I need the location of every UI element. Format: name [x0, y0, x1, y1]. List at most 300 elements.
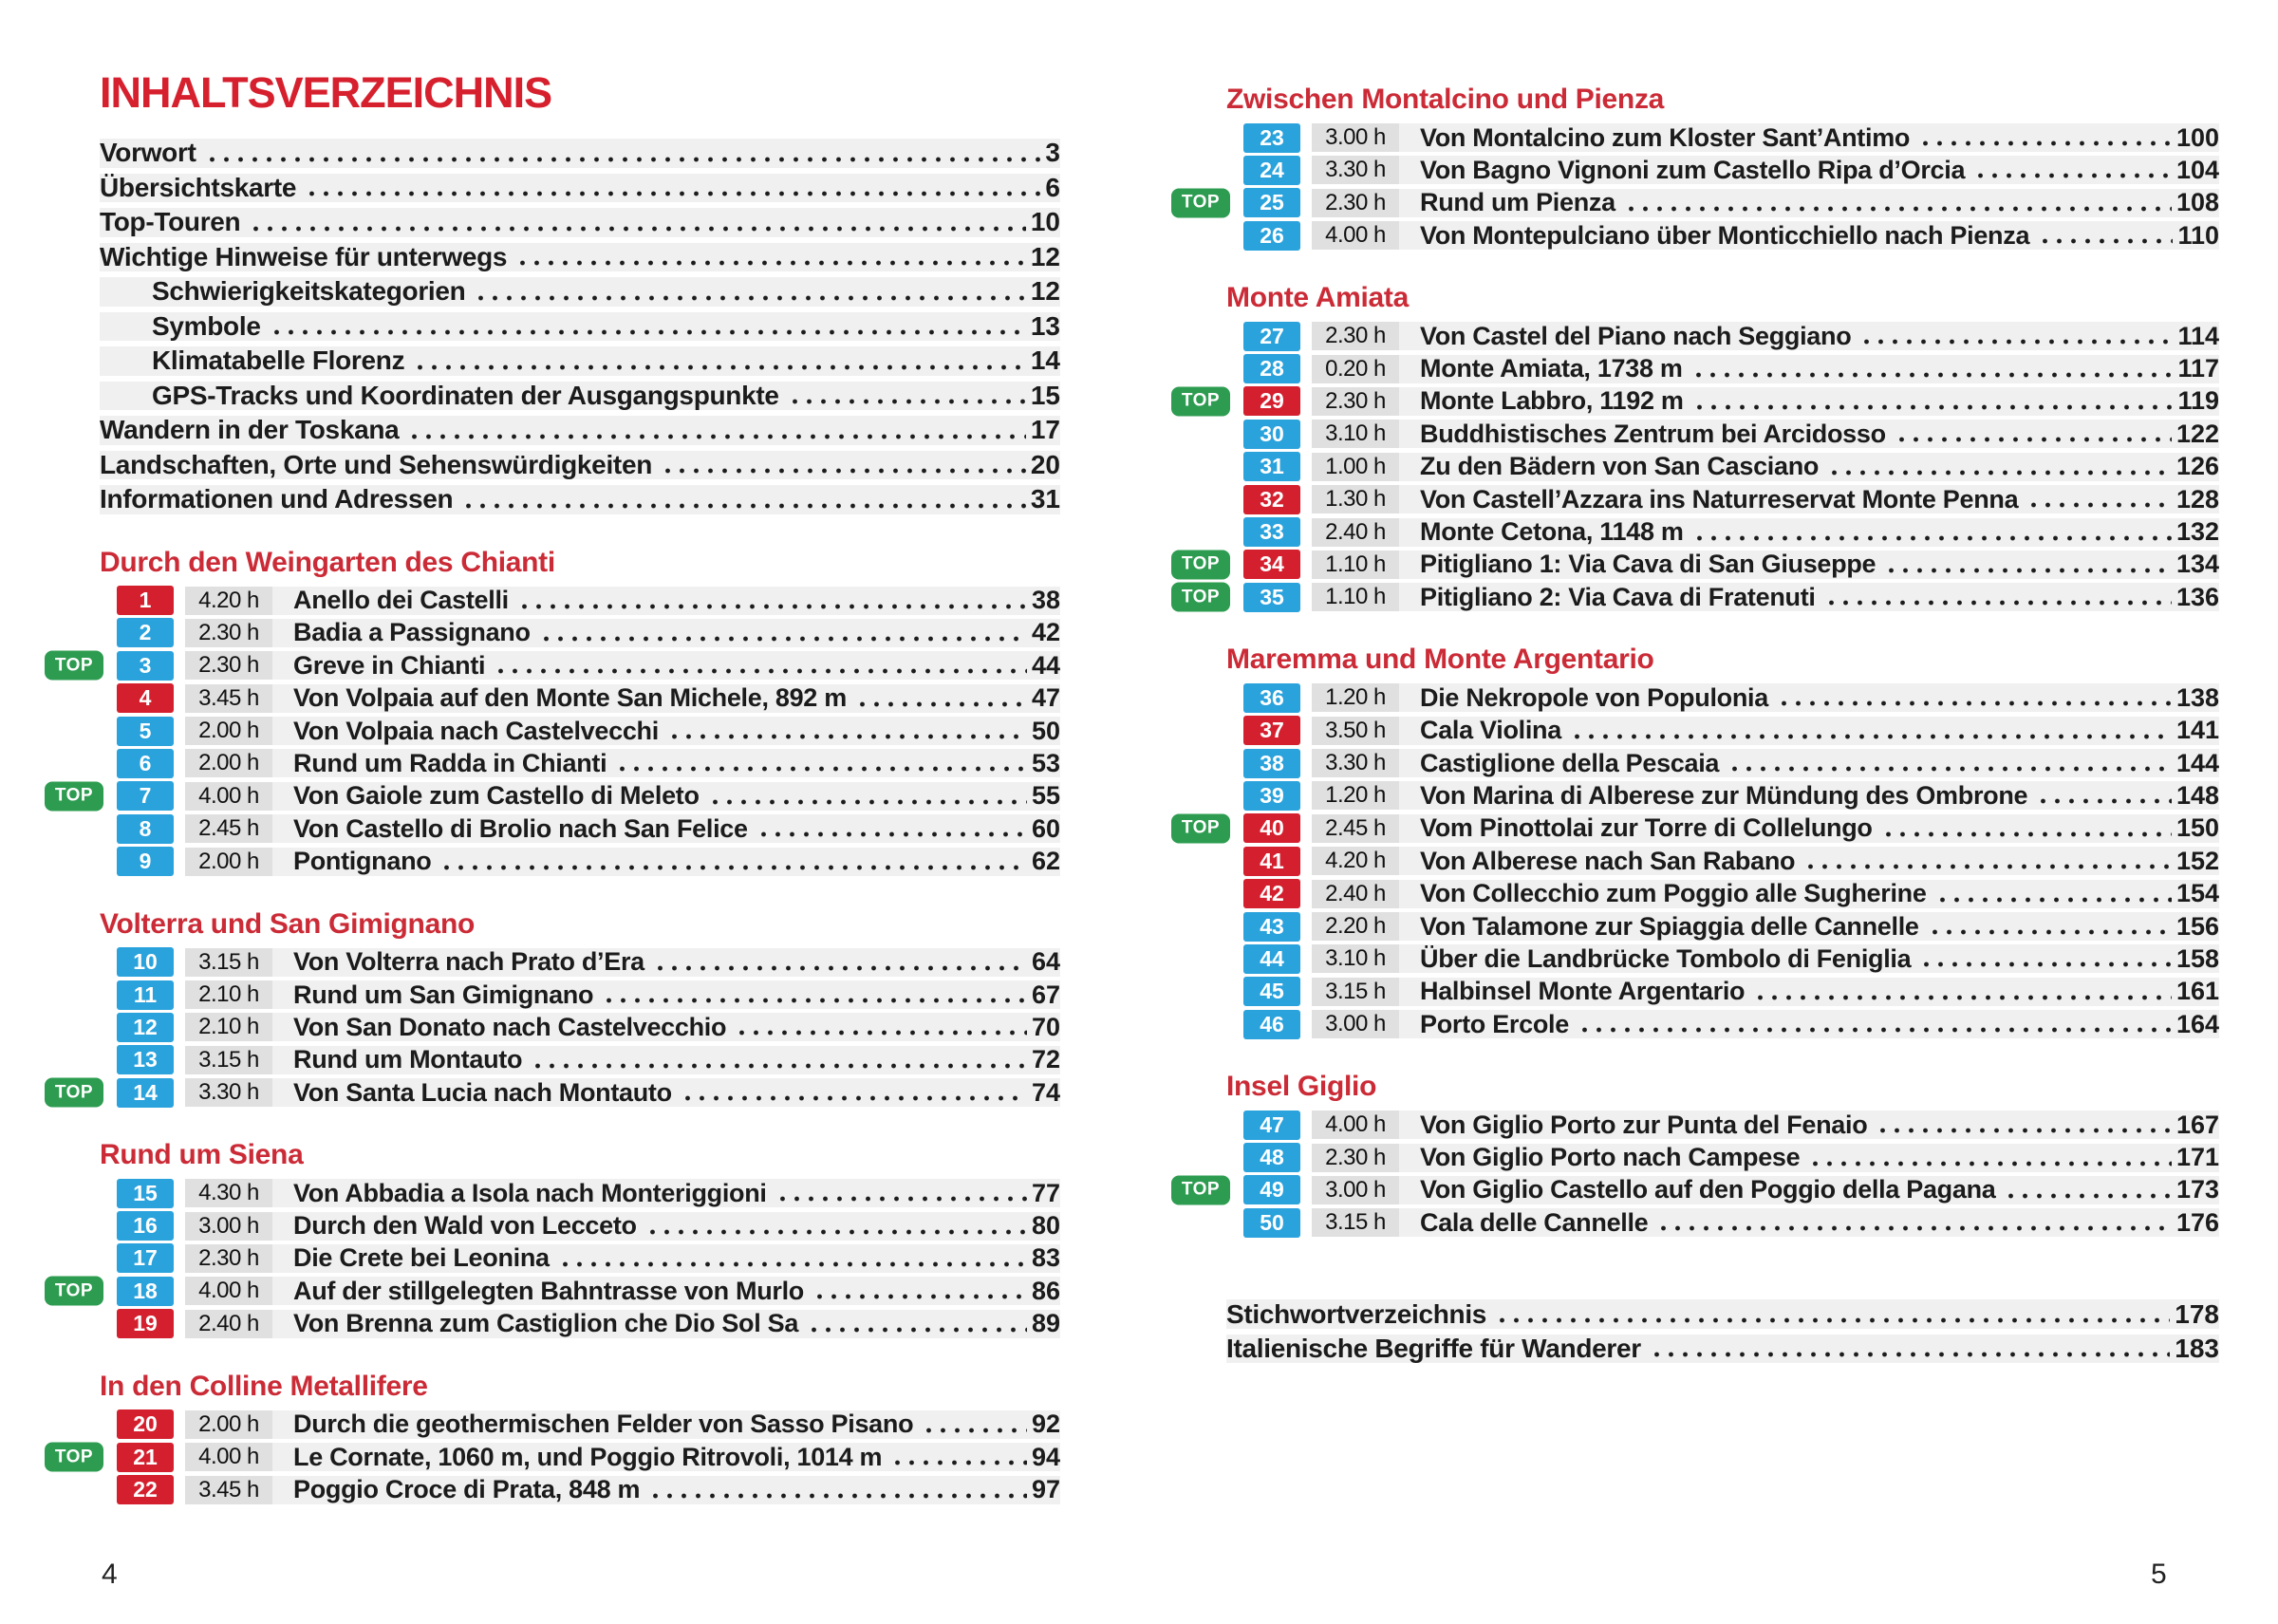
tour-row	[54, 1276, 1060, 1305]
tour-duration: 3.10 h	[1312, 420, 1399, 448]
tour-number-badge: 18	[117, 1277, 174, 1306]
tour-row-content	[1312, 978, 2219, 1006]
tour-title: Monte Cetona, 1148 m	[1420, 517, 1684, 547]
tour-badge-area	[1181, 189, 1300, 217]
dotted-leader	[1876, 1124, 2172, 1133]
dotted-leader	[1650, 1348, 2170, 1357]
section-heading: Insel Giglio	[1226, 1071, 1377, 1103]
tour-number-badge: 47	[1243, 1111, 1300, 1140]
tour-row-content	[1312, 749, 2219, 777]
tour-title: Pitigliano 2: Via Cava di Fratenuti	[1420, 582, 1816, 611]
tour-duration: 2.10 h	[185, 1013, 272, 1041]
top-badge: TOP	[45, 1277, 103, 1306]
toc-entry	[100, 416, 1060, 445]
tour-duration: 2.30 h	[1312, 189, 1399, 217]
tour-row-content	[1312, 683, 2219, 712]
dotted-leader	[2038, 234, 2173, 244]
tour-title: Von San Donato nach Castelvecchio	[293, 1012, 727, 1041]
tour-title: Von Montepulciano über Monticchiello nach Pienza	[1420, 220, 2030, 250]
dotted-leader	[645, 1225, 1027, 1235]
tour-page-number: 164	[2175, 1009, 2219, 1038]
tour-row	[100, 814, 1060, 843]
tour-badge-area	[100, 749, 174, 777]
tour-title: Die Nekropole von Populonia	[1420, 682, 1768, 712]
top-badge: TOP	[1171, 386, 1230, 416]
tour-row-content	[1312, 420, 2219, 448]
tour-row	[1181, 582, 2219, 611]
tour-title: Von Alberese nach San Rabano	[1420, 846, 1796, 875]
tour-row	[1226, 1208, 2219, 1237]
toc-entry	[100, 451, 1060, 480]
tour-row	[1226, 1111, 2219, 1139]
dotted-leader	[1692, 401, 2174, 410]
tour-number-badge: 34	[1243, 550, 1300, 579]
tour-page-number: 47	[1031, 683, 1060, 713]
tour-number-badge: 24	[1243, 156, 1300, 185]
tour-duration: 1.10 h	[1312, 583, 1399, 611]
tour-row-content	[1312, 355, 2219, 383]
tour-page-number: 83	[1031, 1243, 1060, 1273]
tour-number-badge: 15	[117, 1179, 174, 1208]
tour-badge-area	[1226, 944, 1300, 973]
tour-duration: 3.15 h	[1312, 1208, 1399, 1237]
dotted-leader	[922, 1424, 1027, 1433]
tour-badge-area	[100, 684, 174, 713]
tour-row-content	[1312, 717, 2219, 745]
dotted-leader	[890, 1456, 1027, 1465]
tour-row-content	[185, 1310, 1060, 1338]
tour-page-number: 171	[2175, 1143, 2219, 1172]
tour-page-number: 92	[1031, 1409, 1060, 1439]
tour-row-content	[1312, 221, 2219, 250]
tour-row	[100, 619, 1060, 647]
dotted-leader	[1895, 433, 2172, 442]
tour-number-badge: 25	[1243, 188, 1300, 217]
toc-entry-label: Wandern in der Toskana	[100, 415, 400, 445]
tour-row-content	[1312, 453, 2219, 481]
tour-number-badge: 22	[117, 1475, 174, 1504]
tour-title: Über die Landbrücke Tombolo di Feniglia	[1420, 943, 1912, 973]
section-heading: In den Colline Metallifere	[100, 1370, 428, 1402]
dotted-leader	[494, 664, 1027, 674]
tour-badge-area	[1226, 717, 1300, 745]
tour-row	[1181, 386, 2219, 416]
tour-badge-area	[1226, 355, 1300, 383]
tour-title: Von Gaiole zum Castello di Meleto	[293, 781, 700, 811]
top-badge: TOP	[1171, 1175, 1230, 1204]
tour-badge-area	[1226, 978, 1300, 1006]
tour-page-number: 173	[2175, 1175, 2219, 1204]
tour-page-number: 62	[1031, 847, 1060, 876]
tour-number-badge: 1	[117, 586, 174, 615]
tour-row	[100, 1476, 1060, 1504]
tour-row-content	[185, 980, 1060, 1009]
tour-row-content	[185, 749, 1060, 777]
top-badge: TOP	[45, 1443, 103, 1472]
tour-number-badge: 44	[1243, 944, 1300, 974]
dotted-leader	[1656, 1222, 2172, 1231]
tour-row	[1226, 221, 2219, 250]
tour-title: Poggio Croce di Prata, 848 m	[293, 1475, 641, 1504]
tour-title: Von Castello di Brolio nach San Felice	[293, 813, 748, 843]
tour-number-badge: 7	[117, 781, 174, 811]
tour-row-content	[185, 619, 1060, 647]
tour-row	[1181, 813, 2219, 843]
tour-title: Rund um Radda in Chianti	[293, 748, 607, 777]
tour-badge-area	[100, 1212, 174, 1241]
tour-duration: 1.30 h	[1312, 485, 1399, 513]
toc-section	[1181, 84, 2219, 250]
dotted-leader	[1881, 828, 2172, 837]
tour-number-badge: 32	[1243, 485, 1300, 514]
dotted-leader	[1919, 958, 2172, 967]
tour-duration: 4.00 h	[185, 1277, 272, 1305]
tour-row-content	[185, 814, 1060, 843]
tour-duration: 4.20 h	[1312, 847, 1399, 875]
toc-entry-page: 10	[1030, 207, 1060, 237]
tour-title: Rund um San Gimignano	[293, 980, 594, 1009]
tour-duration: 3.45 h	[185, 1476, 272, 1504]
tour-badge-area	[1181, 814, 1300, 843]
tour-row-content	[1312, 1208, 2219, 1237]
section-heading: Monte Amiata	[1226, 282, 1409, 314]
dotted-leader	[615, 762, 1027, 772]
tour-page-number: 50	[1031, 716, 1060, 745]
tour-badge-area	[100, 814, 174, 843]
tour-row	[100, 749, 1060, 777]
tour-badge-area	[1226, 322, 1300, 350]
tour-duration: 2.40 h	[1312, 880, 1399, 908]
tour-row-content	[185, 1410, 1060, 1439]
tour-duration: 4.30 h	[185, 1179, 272, 1207]
tour-duration: 3.15 h	[185, 1046, 272, 1074]
tour-duration: 2.00 h	[185, 717, 272, 745]
tour-page-number: 100	[2175, 122, 2219, 152]
tour-row-content	[185, 1476, 1060, 1504]
toc-entry	[100, 243, 1060, 272]
tour-row	[1226, 847, 2219, 875]
tour-duration: 3.10 h	[1312, 944, 1399, 973]
tour-title: Von Castel del Piano nach Seggiano	[1420, 321, 1852, 350]
tour-title: Pontignano	[293, 847, 432, 876]
tour-badge-area	[1181, 1176, 1300, 1204]
toc-entry-page: 12	[1030, 276, 1060, 307]
tour-row-content	[185, 1078, 1060, 1107]
tour-row-content	[185, 848, 1060, 876]
tour-badge-area	[54, 1443, 174, 1471]
tour-duration: 2.40 h	[185, 1310, 272, 1338]
tour-title: Durch den Wald von Lecceto	[293, 1211, 637, 1241]
tour-duration: 3.00 h	[1312, 1176, 1399, 1204]
front-matter-list	[100, 139, 1060, 514]
tour-duration: 2.00 h	[185, 749, 272, 777]
tour-row	[1226, 1144, 2219, 1172]
tour-row	[1226, 1010, 2219, 1038]
tour-row-content	[185, 651, 1060, 680]
dotted-leader	[661, 464, 1026, 474]
tour-page-number: 104	[2175, 155, 2219, 184]
tour-row	[100, 587, 1060, 615]
toc-entry-page: 20	[1030, 449, 1060, 479]
tour-badge-area	[100, 1244, 174, 1273]
tour-title: Von Santa Lucia nach Montauto	[293, 1077, 672, 1107]
tour-page-number: 72	[1031, 1045, 1060, 1074]
dotted-leader	[413, 361, 1026, 370]
tour-title: Von Montalcino zum Kloster Sant’Antimo	[1420, 122, 1911, 152]
dotted-leader	[558, 1258, 1027, 1267]
tour-duration: 3.30 h	[185, 1078, 272, 1107]
toc-section	[54, 1139, 1060, 1338]
tour-title: Von Marina di Alberese zur Mündung des Ombrone	[1420, 780, 2028, 810]
dotted-leader	[1808, 1157, 2172, 1167]
tour-page-number: 167	[2175, 1110, 2219, 1139]
tour-number-badge: 38	[1243, 749, 1300, 778]
tour-page-number: 86	[1031, 1276, 1060, 1305]
tour-duration: 3.45 h	[185, 684, 272, 713]
tour-badge-area	[1226, 485, 1300, 513]
tour-title: Cala delle Cannelle	[1420, 1207, 1649, 1237]
tour-row-content	[185, 684, 1060, 713]
top-badge: TOP	[45, 651, 103, 681]
tour-number-badge: 45	[1243, 977, 1300, 1006]
toc-entry-page: 31	[1030, 484, 1060, 514]
tour-page-number: 161	[2175, 977, 2219, 1006]
dotted-leader	[249, 222, 1025, 232]
tour-badge-area	[54, 651, 174, 680]
tour-row	[100, 980, 1060, 1009]
tour-title: Von Collecchio zum Poggio alle Sugherine	[1420, 879, 1927, 908]
dotted-leader	[461, 499, 1026, 509]
tour-duration: 3.15 h	[1312, 978, 1399, 1006]
tour-row-content	[185, 1179, 1060, 1207]
toc-section	[1181, 644, 2219, 1038]
tour-page-number: 67	[1031, 980, 1060, 1009]
tour-page-number: 144	[2175, 748, 2219, 777]
tour-row-content	[185, 1013, 1060, 1041]
tour-title: Von Giglio Porto nach Campese	[1420, 1143, 1801, 1172]
tour-row-content	[1312, 551, 2219, 579]
tour-duration: 2.45 h	[1312, 814, 1399, 843]
tour-badge-area	[1226, 1144, 1300, 1172]
tour-row-content	[185, 1244, 1060, 1273]
tour-duration: 4.00 h	[185, 782, 272, 811]
tour-row-content	[1312, 912, 2219, 941]
dotted-leader	[775, 1192, 1027, 1202]
tour-title: Zu den Bädern von San Casciano	[1420, 452, 1820, 481]
tour-number-badge: 8	[117, 814, 174, 844]
tour-row	[100, 1179, 1060, 1207]
tour-number-badge: 2	[117, 618, 174, 647]
tour-page-number: 114	[2177, 321, 2219, 350]
tour-row	[100, 1310, 1060, 1338]
toc-entry-label: Landschaften, Orte und Sehenswürdigkeiten	[100, 449, 653, 479]
dotted-leader	[1692, 532, 2172, 541]
tour-row	[1226, 781, 2219, 810]
toc-entry	[100, 346, 1060, 376]
dotted-leader	[1935, 893, 2172, 903]
tour-row	[1226, 717, 2219, 745]
tour-page-number: 110	[2177, 220, 2219, 250]
tour-badge-area	[100, 619, 174, 647]
tour-page-number: 97	[1031, 1475, 1060, 1504]
dotted-leader	[708, 795, 1027, 805]
dotted-leader	[1928, 925, 2172, 935]
toc-entry	[100, 485, 1060, 514]
toc-entry	[1226, 1299, 2219, 1329]
tour-row	[1226, 912, 2219, 941]
right-tour-sections	[1181, 84, 2219, 1237]
tour-number-badge: 37	[1243, 716, 1300, 745]
tour-row	[54, 1442, 1060, 1471]
tour-badge-area	[1226, 156, 1300, 184]
tour-title: Badia a Passignano	[293, 618, 531, 647]
tour-row	[1226, 485, 2219, 513]
tour-badge-area	[100, 1013, 174, 1041]
dotted-leader	[1727, 762, 2172, 772]
dotted-leader	[539, 632, 1027, 642]
tour-badge-area	[100, 1476, 174, 1504]
tour-page-number: 80	[1031, 1211, 1060, 1241]
page-number-left: 4	[102, 1559, 118, 1590]
tour-number-badge: 26	[1243, 221, 1300, 251]
tour-number-badge: 31	[1243, 452, 1300, 481]
tour-badge-area	[1226, 1010, 1300, 1038]
dotted-leader	[756, 828, 1027, 837]
tour-row	[54, 1077, 1060, 1107]
tour-duration: 1.20 h	[1312, 683, 1399, 712]
tour-page-number: 77	[1031, 1178, 1060, 1207]
tour-page-number: 141	[2175, 716, 2219, 745]
toc-entry	[100, 139, 1060, 168]
tour-page-number: 154	[2175, 879, 2219, 908]
tour-duration: 2.30 h	[185, 651, 272, 680]
page-left	[54, 68, 1060, 1508]
toc-entry-page: 12	[1030, 241, 1060, 271]
tour-page-number: 132	[2175, 517, 2219, 547]
dotted-leader	[1859, 335, 2173, 345]
tour-page-number: 136	[2175, 582, 2219, 611]
tour-row-content	[185, 717, 1060, 745]
toc-entry-page: 3	[1045, 138, 1060, 168]
section-heading: Durch den Weingarten des Chianti	[100, 546, 555, 578]
tour-badge-area	[1226, 847, 1300, 875]
tour-duration: 2.40 h	[1312, 518, 1399, 547]
tour-title: Von Volpaia auf den Monte San Michele, 892 m	[293, 683, 847, 713]
tour-badge-area	[1181, 551, 1300, 579]
tour-page-number: 94	[1031, 1442, 1060, 1471]
toc-entry	[100, 382, 1060, 411]
tour-title: Buddhistisches Zentrum bei Arcidosso	[1420, 419, 1886, 448]
tour-row-content	[185, 1277, 1060, 1305]
tour-row	[100, 1013, 1060, 1041]
top-badge: TOP	[1171, 813, 1230, 843]
dotted-leader	[648, 1489, 1027, 1499]
tour-title: Von Talamone zur Spiaggia delle Cannelle	[1420, 911, 1919, 941]
tour-duration: 1.20 h	[1312, 781, 1399, 810]
tour-number-badge: 14	[117, 1078, 174, 1108]
tour-page-number: 150	[2175, 813, 2219, 843]
section-heading: Rund um Siena	[100, 1139, 304, 1171]
tour-badge-area	[54, 782, 174, 811]
tour-number-badge: 35	[1243, 583, 1300, 612]
tour-number-badge: 28	[1243, 354, 1300, 383]
dotted-leader	[205, 153, 1041, 162]
toc-entry-page: 15	[1030, 380, 1060, 410]
tour-number-badge: 16	[117, 1211, 174, 1241]
top-badge: TOP	[1171, 188, 1230, 217]
tour-duration: 2.00 h	[185, 848, 272, 876]
toc-entry-label: Schwierigkeitskategorien	[152, 276, 466, 307]
tour-duration: 4.20 h	[185, 587, 272, 615]
tour-row	[1226, 420, 2219, 448]
tour-number-badge: 36	[1243, 683, 1300, 713]
tour-badge-area	[54, 1078, 174, 1107]
tour-number-badge: 39	[1243, 781, 1300, 811]
tour-page-number: 122	[2175, 419, 2219, 448]
tour-title: Von Castell’Azzara ins Naturreservat Monte Penna	[1420, 484, 2019, 513]
tour-duration: 4.00 h	[1312, 221, 1399, 250]
tour-number-badge: 9	[117, 847, 174, 876]
tour-row	[1226, 944, 2219, 973]
toc-entry-label: Vorwort	[100, 138, 196, 168]
tour-duration: 2.30 h	[185, 619, 272, 647]
tour-number-badge: 46	[1243, 1010, 1300, 1039]
dotted-leader	[653, 961, 1027, 971]
tour-number-badge: 19	[117, 1309, 174, 1338]
tour-row	[1181, 550, 2219, 579]
tour-number-badge: 42	[1243, 879, 1300, 908]
tour-row	[1226, 518, 2219, 547]
dotted-leader	[1578, 1023, 2172, 1033]
toc-entry	[100, 174, 1060, 203]
tour-number-badge: 11	[117, 980, 174, 1010]
tour-number-badge: 23	[1243, 123, 1300, 153]
tour-row-content	[1312, 814, 2219, 843]
tour-duration: 2.10 h	[185, 980, 272, 1009]
tour-title: Rund um Montauto	[293, 1045, 523, 1074]
tour-badge-area	[1226, 518, 1300, 547]
tour-number-badge: 21	[117, 1443, 174, 1472]
tour-duration: 4.00 h	[185, 1443, 272, 1471]
tour-page-number: 119	[2177, 386, 2219, 416]
tour-row-content	[185, 782, 1060, 811]
toc-entry-label: Übersichtskarte	[100, 172, 297, 202]
dotted-leader	[1827, 466, 2172, 476]
tour-row	[100, 717, 1060, 745]
toc-entry-page: 14	[1030, 345, 1060, 376]
tour-row	[100, 684, 1060, 713]
dotted-leader	[602, 994, 1027, 1003]
tour-row	[1181, 1175, 2219, 1204]
tour-badge-area	[1226, 683, 1300, 712]
tour-row	[1226, 978, 2219, 1006]
dotted-leader	[735, 1026, 1027, 1036]
tour-row	[1181, 188, 2219, 217]
tour-page-number: 60	[1031, 813, 1060, 843]
dotted-leader	[1777, 697, 2172, 706]
toc-entry-page: 183	[2175, 1334, 2219, 1364]
section-heading: Maremma und Monte Argentario	[1226, 644, 1654, 676]
tour-badge-area	[100, 848, 174, 876]
tour-title: Von Volterra nach Prato d’Era	[293, 947, 644, 977]
tour-duration: 2.20 h	[1312, 912, 1399, 941]
tour-badge-area	[100, 1046, 174, 1074]
tour-badge-area	[1226, 749, 1300, 777]
toc-entry-label: Stichwortverzeichnis	[1226, 1298, 1487, 1329]
tour-badge-area	[1226, 420, 1300, 448]
toc-entry	[100, 277, 1060, 307]
tour-page-number: 70	[1031, 1012, 1060, 1041]
